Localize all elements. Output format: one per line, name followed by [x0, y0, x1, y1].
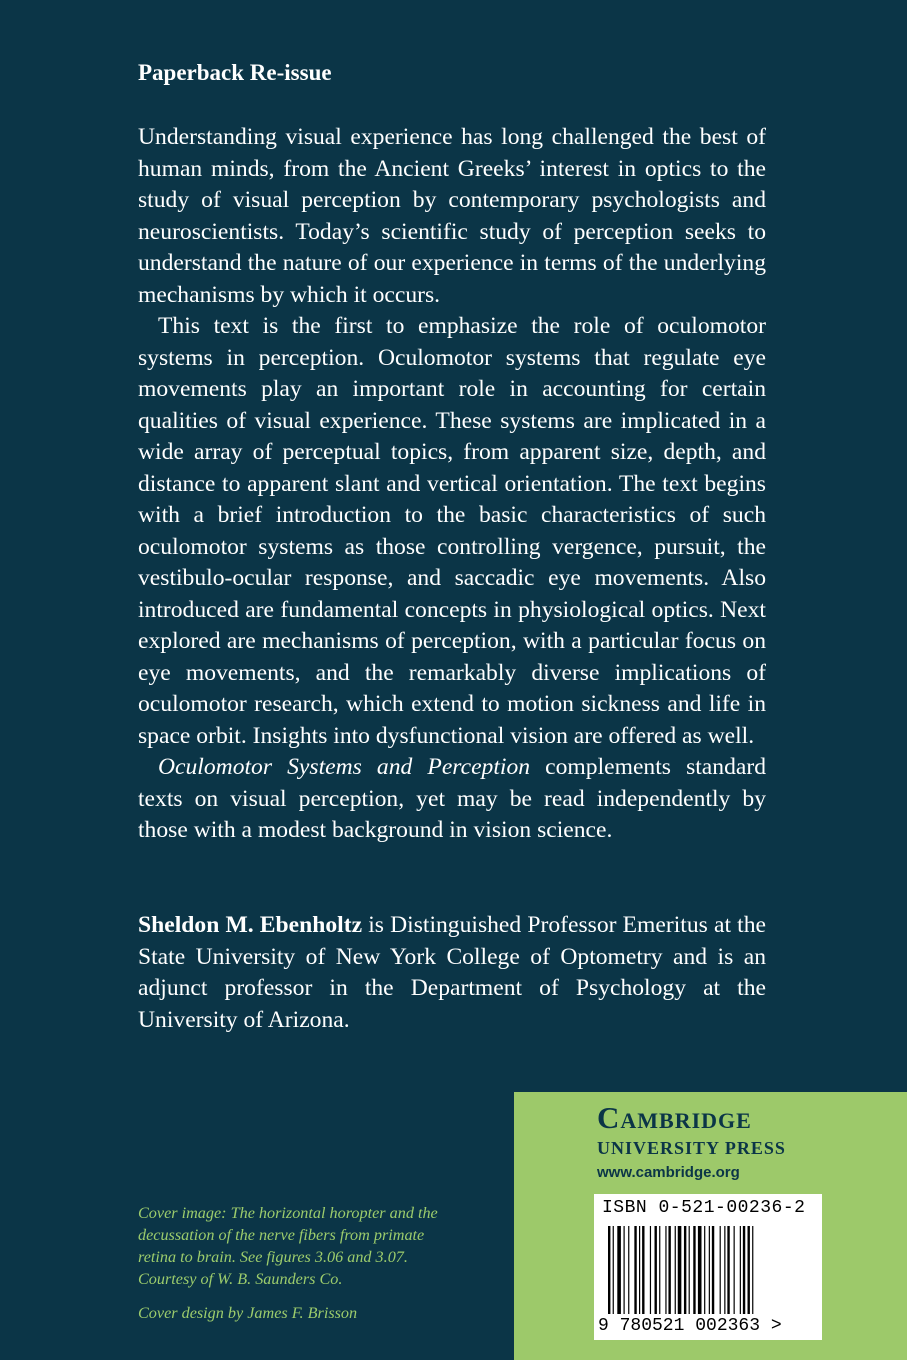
author-bio-text: is Distinguished Professor Emeritus at the State University of New York College of Optometry and is an adjunct professor in the Department of Psychology at the University of Arizona. — [138, 912, 766, 1033]
credits — [138, 1202, 458, 1324]
cover-image-credit: Cover image: The horizontal horopter and the decussation of the nerve fibers from primate retina to brain. See figures 3.06 and 3.07. Courtesy of W. B. Saunders Co. — [138, 1204, 438, 1288]
book-title: Oculomotor Systems and Perception — [158, 754, 531, 780]
closing-text: complements standard texts on visual perception, yet may be read independently by those with a modest background in vision science. — [138, 754, 766, 843]
description-paragraph-3 — [138, 752, 766, 847]
isbn-label: ISBN 0-521-00236-2 — [602, 1198, 806, 1218]
description-paragraph-1: Understanding visual experience has long challenged the best of human minds, from the Ancient Greeks’ interest in optics to the study of visual perception by contemporary psychologists and neuroscientists. Today’s scientific study of perception seeks to understand the nature of our experience in terms of the underlying mechanisms by which it occurs. — [138, 124, 766, 308]
barcode-icon — [608, 1226, 808, 1314]
publisher-logo: Cambridge — [597, 1100, 752, 1135]
publisher-panel — [514, 1092, 907, 1360]
description-paragraph-2: This text is the first to emphasize the role of oculomotor systems in perception. Oculomotor systems that regulate eye movements play an important role in accounting for certain qualities of visual experience. These systems are implicated in a wide array of perceptual topics, from apparent size, depth, and distance to apparent slant and vertical orientation. The text begins with a brief introduction to the basic characteristics of such oculomotor systems as those controlling vergence, pursuit, the vestibulo-ocular response, and saccadic eye movements. Also introduced are fundamental concepts in physiological optics. Next explored are mechanisms of perception, with a particular focus on eye movements, and the remarkably diverse implications of oculomotor research, which extend to motion sickness and life in space orbit. Insights into dysfunctional vision are offered as well. — [138, 313, 766, 749]
cover-design-credit: Cover design by James F. Brisson — [138, 1304, 358, 1322]
author-name: Sheldon M. Ebenholtz — [138, 912, 363, 938]
edition-heading: Paperback Re-issue — [138, 60, 332, 85]
author-bio — [138, 910, 766, 1036]
barcode-box — [594, 1194, 822, 1340]
publisher-subtitle: UNIVERSITY PRESS — [597, 1138, 786, 1158]
publisher-url: www.cambridge.org — [597, 1164, 740, 1181]
ean-number: 9 780521 002363 > — [598, 1316, 782, 1336]
description — [138, 122, 766, 847]
